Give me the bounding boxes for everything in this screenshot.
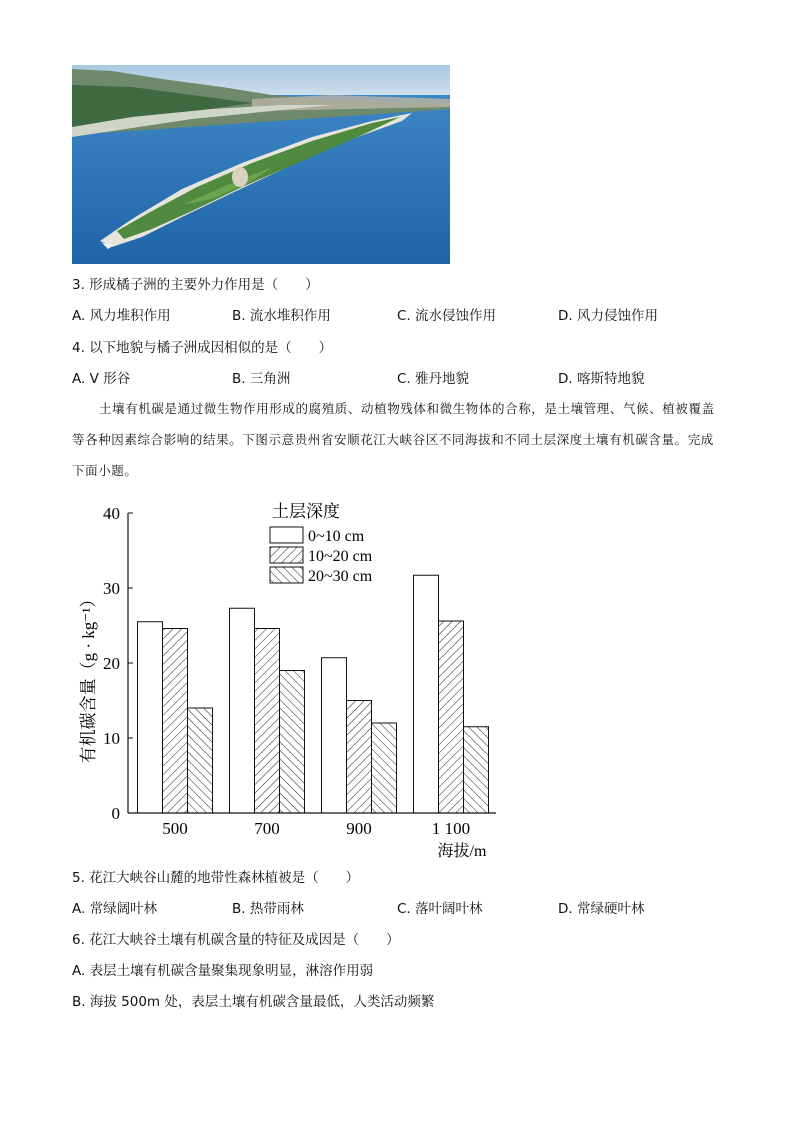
question-3: 3. 形成橘子洲的主要外力作用是（ ）	[72, 277, 319, 293]
q6-option-b[interactable]: B. 海拔 500m 处，表层土壤有机碳含量最低，人类活动频繁	[72, 994, 435, 1010]
q5-option-d[interactable]: D. 常绿硬叶林	[558, 901, 645, 917]
bar	[188, 708, 213, 813]
q3-option-d[interactable]: D. 风力侵蚀作用	[558, 308, 658, 324]
legend-title: 土层深度	[272, 502, 340, 521]
bar	[255, 629, 280, 814]
legend-swatch	[270, 547, 303, 563]
bar	[439, 621, 464, 813]
x-tick-label: 500	[162, 819, 188, 838]
bar	[163, 629, 188, 814]
legend-entry: 0~10 cm	[308, 528, 365, 545]
q5-option-c[interactable]: C. 落叶阔叶林	[397, 901, 483, 917]
q4-option-a[interactable]: A. V 形谷	[72, 371, 131, 387]
bar	[138, 622, 163, 813]
x-axis-label: 海拔/m	[437, 843, 487, 860]
bar	[322, 658, 347, 813]
q3-option-c[interactable]: C. 流水侵蚀作用	[397, 308, 497, 324]
q4-option-c[interactable]: C. 雅丹地貌	[397, 371, 470, 387]
material-paragraph: 土壤有机碳是通过微生物作用形成的腐殖质、动植物残体和微生物体的合称，是土壤管理、气候、植被覆盖等各种因素综合影响的结果。下图示意贵州省安顺花江大峡谷区不同海拔和不同土层深度土壤有机碳含量。完成下面小题。	[72, 401, 715, 478]
q3-option-a[interactable]: A. 风力堆积作用	[72, 308, 171, 324]
bar	[464, 727, 489, 813]
y-tick-label: 20	[103, 654, 120, 673]
legend-entry: 10~20 cm	[308, 548, 373, 565]
y-tick-label: 30	[103, 579, 120, 598]
q5-option-a[interactable]: A. 常绿阔叶林	[72, 901, 158, 917]
legend-swatch	[270, 567, 303, 583]
island-photo	[72, 65, 450, 264]
x-tick-label: 700	[254, 819, 280, 838]
x-tick-label: 1 100	[431, 819, 471, 838]
question-4: 4. 以下地貌与橘子洲成因相似的是（ ）	[72, 340, 333, 356]
question-6: 6. 花江大峡谷土壤有机碳含量的特征及成因是（ ）	[72, 932, 400, 948]
legend-entry: 20~30 cm	[308, 568, 373, 585]
bar	[347, 701, 372, 814]
x-tick-label: 900	[346, 819, 372, 838]
bar	[414, 575, 439, 813]
bar	[372, 723, 397, 813]
legend-swatch	[270, 527, 303, 543]
q5-option-b[interactable]: B. 热带雨林	[232, 901, 304, 917]
y-tick-label: 40	[103, 504, 120, 523]
bar	[230, 608, 255, 813]
carbon-chart	[72, 492, 512, 864]
q3-option-b[interactable]: B. 流水堆积作用	[232, 308, 331, 324]
question-5: 5. 花江大峡谷山麓的地带性森林植被是（ ）	[72, 870, 360, 886]
y-tick-label: 0	[111, 804, 120, 823]
q4-option-b[interactable]: B. 三角洲	[232, 371, 291, 387]
q6-option-a[interactable]: A. 表层土壤有机碳含量聚集现象明显，淋溶作用弱	[72, 963, 374, 979]
bar	[280, 671, 305, 814]
q4-option-d[interactable]: D. 喀斯特地貌	[558, 371, 645, 387]
y-tick-label: 10	[103, 729, 120, 748]
y-axis-label: 有机碳含量（g · kg⁻¹）	[79, 590, 98, 764]
